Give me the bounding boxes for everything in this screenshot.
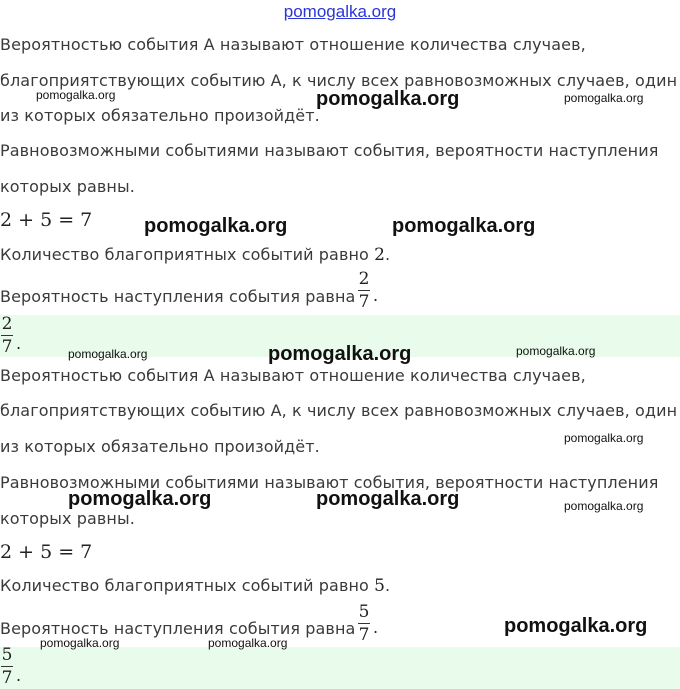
watermark: pomogalka.org [36, 88, 116, 102]
answer-denominator: 7 [1, 337, 13, 357]
favorable-text: Количество благоприятных событий равно [0, 245, 369, 264]
watermark: pomogalka.org [504, 615, 648, 637]
answer-fraction [1, 315, 13, 356]
favorable-count-line: Количество благоприятных событий равно 5. [0, 576, 391, 596]
answer-numerator: 5 [1, 645, 13, 665]
watermark: pomogalka.org [564, 91, 644, 105]
favorable-count: 5 [374, 576, 386, 596]
site-header-link[interactable]: pomogalka.org [283, 2, 397, 21]
definition-line-2: благоприятствующих событию А, к числу всех равновозможных случаев, один [0, 401, 678, 420]
equiprobable-line-2: которых равны. [0, 177, 135, 196]
watermark: pomogalka.org [144, 215, 288, 237]
definition-line-1: Вероятностью события А называют отношение количества случаев, [0, 366, 586, 385]
watermark: pomogalka.org [564, 499, 644, 513]
watermark: pomogalka.org [316, 488, 460, 510]
watermark: pomogalka.org [268, 343, 412, 365]
definition-line-1: Вероятностью события А называют отношение количества случаев, [0, 35, 586, 54]
probability-text: Вероятность наступления события равна [0, 287, 356, 306]
watermark: pomogalka.org [316, 88, 460, 110]
favorable-count-line: Количество благоприятных событий равно 2. [0, 245, 391, 265]
watermark: pomogalka.org [68, 488, 212, 510]
watermark: pomogalka.org [68, 347, 148, 361]
fraction-denominator: 7 [358, 625, 370, 645]
probability-fraction [358, 270, 370, 311]
probability-fraction [358, 603, 370, 644]
favorable-text: Количество благоприятных событий равно [0, 576, 369, 595]
sum-expression: 2 + 5 = 7 [0, 541, 93, 563]
probability-text: Вероятность наступления события равна [0, 619, 356, 638]
definition-line-3: из которых обязательно произойдёт. [0, 437, 320, 456]
answer-numerator: 2 [1, 314, 13, 334]
sum-expression: 2 + 5 = 7 [0, 209, 93, 231]
watermark: pomogalka.org [40, 636, 120, 650]
fraction-denominator: 7 [358, 292, 370, 312]
equiprobable-line-2: которых равны. [0, 509, 135, 528]
watermark: pomogalka.org [208, 636, 288, 650]
watermark: pomogalka.org [516, 344, 596, 358]
fraction-numerator: 2 [358, 269, 370, 289]
answer-denominator: 7 [1, 668, 13, 688]
watermark: pomogalka.org [392, 215, 536, 237]
answer-fraction [1, 646, 13, 687]
answer-band [0, 647, 680, 689]
watermark: pomogalka.org [564, 431, 644, 445]
fraction-numerator: 5 [358, 602, 370, 622]
equiprobable-line-1: Равновозможными событиями называют события, вероятности наступления [0, 473, 659, 492]
definition-line-2: благоприятствующих событию А, к числу всех равновозможных случаев, один [0, 71, 678, 90]
definition-line-3: из которых обязательно произойдёт. [0, 106, 320, 125]
equiprobable-line-1: Равновозможными событиями называют события, вероятности наступления [0, 141, 659, 160]
favorable-count: 2 [374, 245, 386, 265]
